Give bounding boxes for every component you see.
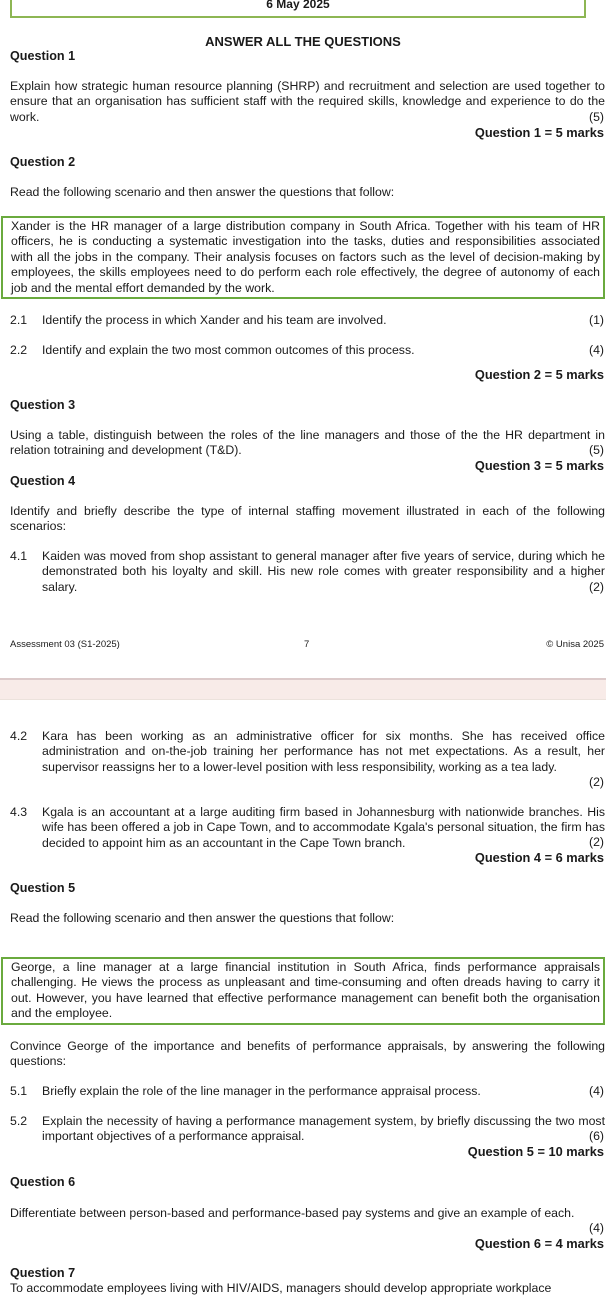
question-3-text: Using a table, distinguish between the roles of the line managers and those of the the HR department in relation totraining and development (T&D).	[10, 428, 605, 458]
item-5-2-mark: (6)	[588, 1129, 604, 1143]
question-2-heading: Question 2	[10, 155, 76, 169]
item-4-2-number: 4.2	[10, 729, 28, 743]
question-3-mark: (5)	[588, 443, 604, 457]
date-header-box	[10, 0, 586, 18]
footer-assessment-label: Assessment 03 (S1-2025)	[10, 639, 120, 650]
item-4-1-text: Kaiden was moved from shop assistant to general manager after five years of service, during which he demonstrated both his loyalty and skill. His new role comes with greater responsibility and a higher salary.	[42, 549, 605, 594]
item-4-1-mark: (2)	[588, 580, 604, 594]
page-title: ANSWER ALL THE QUESTIONS	[205, 34, 401, 49]
question-4-total: Question 4 = 6 marks	[474, 850, 604, 865]
item-4-1-number: 4.1	[10, 549, 28, 563]
question-6-heading: Question 6	[10, 1175, 76, 1189]
item-2-1-text: Identify the process in which Xander and his team are involved.	[42, 313, 387, 327]
question-4-intro: Identify and briefly describe the type of internal staffing movement illustrated in each of the following scenarios:	[10, 504, 605, 534]
question-5-total: Question 5 = 10 marks	[467, 1144, 604, 1159]
question-6-mark: (4)	[588, 1221, 604, 1235]
item-2-2-mark: (4)	[588, 343, 604, 357]
question-5-scenario-box: George, a line manager at a large financial institution in South Africa, finds performance appraisals challenging. He views the process as unpleasant and time-consuming and often dreads having to carry it out. However, you have learned that effective performance management can benefit both the organisation and the employee.	[1, 957, 605, 1025]
question-1-total: Question 1 = 5 marks	[474, 125, 604, 140]
item-5-2-number: 5.2	[10, 1114, 28, 1128]
question-2-total: Question 2 = 5 marks	[474, 367, 604, 382]
question-5-intro: Read the following scenario and then answer the questions that follow:	[10, 911, 395, 925]
question-2-scenario-box: Xander is the HR manager of a large distribution company in South Africa. Together with his team of HR officers, he is conducting a systematic investigation into the tasks, duties and responsibilities associated with all the jobs in the company. Their analysis focuses on factors such as the level of decision-making by employees, the skills employees need to do perform each role effectively, the degree of autonomy of each job and the mental effort demanded by the work.	[1, 216, 605, 299]
item-2-1-number: 2.1	[10, 313, 28, 327]
question-5-heading: Question 5	[10, 881, 76, 895]
question-6-total: Question 6 = 4 marks	[474, 1236, 604, 1251]
item-2-2-number: 2.2	[10, 343, 28, 357]
question-1-heading: Question 1	[10, 49, 76, 63]
item-5-2-text: Explain the necessity of having a performance management system, by briefly discussing the two most important objectives of a performance appraisal.	[42, 1114, 605, 1144]
item-4-3-text: Kgala is an accountant at a large auditing firm based in Johannesburg with nationwide branches. His wife has been offered a job in Cape Town, and to accommodate Kgala's personal situation, the firm has decided to appoint him as an accountant in the Cape Town branch.	[42, 805, 605, 850]
item-4-2-text: Kara has been working as an administrative officer for six months. She has received office administration and on-the-job training her performance has not met expectations. As a result, her supervisor reassigns her to a lower-level position with less responsibility, working as a tea lady.	[42, 729, 605, 774]
question-5-instruction: Convince George of the importance and benefits of performance appraisals, by answering the following questions:	[10, 1039, 605, 1069]
item-2-1-mark: (1)	[588, 313, 604, 327]
question-1-mark: (5)	[588, 110, 604, 124]
question-7-heading: Question 7	[10, 1266, 76, 1280]
item-4-3-mark: (2)	[588, 835, 604, 849]
item-5-1-text: Briefly explain the role of the line manager in the performance appraisal process.	[42, 1084, 481, 1098]
item-4-2-mark: (2)	[588, 775, 604, 789]
question-6-text: Differentiate between person-based and performance-based pay systems and give an example of each.	[10, 1206, 575, 1220]
question-1-text: Explain how strategic human resource planning (SHRP) and recruitment and selection are used together to ensure that an organisation has sufficient staff with the required skills, knowledge and experience to do the work.	[10, 79, 605, 124]
question-3-total: Question 3 = 5 marks	[474, 458, 604, 473]
question-7-text: To accommodate employees living with HIV/AIDS, managers should develop appropriate workplace	[10, 1281, 552, 1295]
item-5-1-mark: (4)	[588, 1084, 604, 1098]
page-break-separator	[0, 678, 606, 700]
exam-date: 6 May 2025	[266, 0, 330, 11]
question-4-heading: Question 4	[10, 474, 76, 488]
item-5-1-number: 5.1	[10, 1084, 28, 1098]
footer-page-number: 7	[304, 639, 310, 650]
footer-copyright: © Unisa 2025	[546, 639, 604, 650]
item-4-3-number: 4.3	[10, 805, 28, 819]
question-3-heading: Question 3	[10, 398, 76, 412]
item-2-2-text: Identify and explain the two most common outcomes of this process.	[42, 343, 415, 357]
question-2-intro: Read the following scenario and then answer the questions that follow:	[10, 185, 395, 199]
